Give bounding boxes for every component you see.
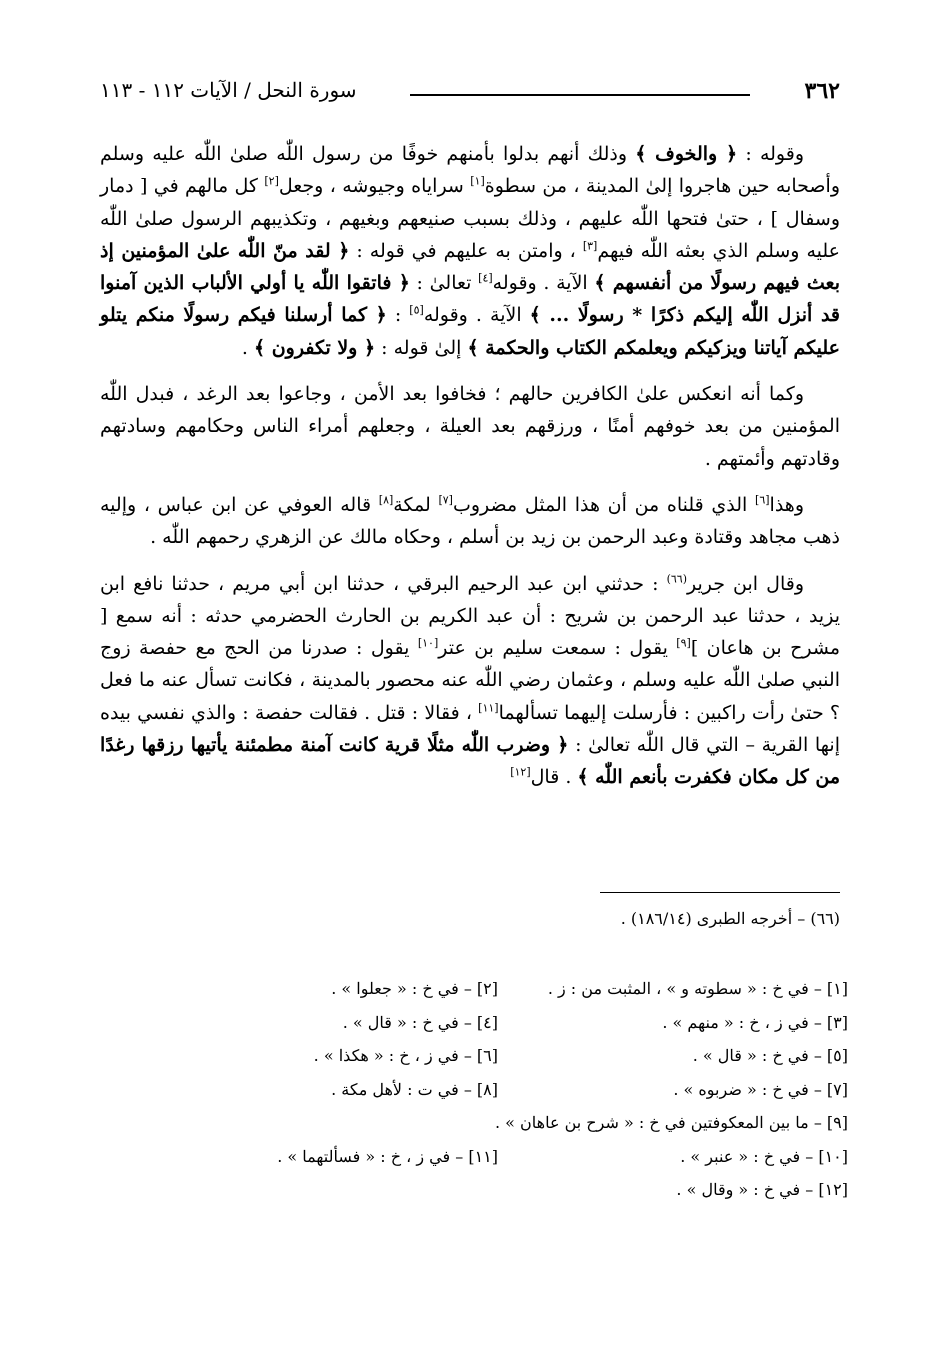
text-span: وقال ابن جرير [686, 572, 804, 595]
page-number: ٣٦٢ [804, 78, 840, 104]
variant-note: [١٢] – في خ : « وقال » . [676, 1180, 848, 1199]
quran-quote: ﴿ ولا تكفرون ﴾ [253, 336, 376, 359]
text-span: لمكة [393, 493, 439, 516]
text-span: : [386, 304, 410, 327]
variant-row [148, 1106, 848, 1140]
variant-row [148, 1006, 848, 1040]
text-span: . قال [530, 766, 578, 789]
page-header [100, 72, 840, 108]
variant-note: [٣] – في ز ، خ : « منهم » . [662, 1012, 848, 1032]
footnote-marker: [٢] [264, 174, 279, 188]
header-rule [410, 94, 750, 96]
variant-notes [148, 972, 848, 1207]
footnote-marker: [٧] [438, 493, 453, 507]
text-span: كل مالهم في [ دمار وسفال ] ، حتىٰ فتحها اللّٰه عليهم ، وذلك بسبب صنيعهم وبغيهم ، وتكذيبهم الرسول صلىٰ اللّٰه عليه وسلم الذي بعثه اللّٰه فيهم [100, 175, 841, 262]
footnote-marker: [١١] [478, 701, 499, 715]
footnote-marker: [٥] [409, 304, 424, 318]
footnote-marker: (٦٦) [666, 572, 687, 586]
variant-note: [٤] – في خ : « قال » . [342, 1012, 498, 1032]
paragraph-1 [100, 138, 840, 364]
variant-note: [٩] – ما بين المعكوفتين في خ : « شرح بن عاهان » . [494, 1113, 848, 1132]
variant-row [148, 1173, 848, 1207]
variant-note: [١١] – في ز ، خ : « فسألتهما » . [277, 1146, 498, 1166]
text-span: الذي قلناه من أن هذا المثل مضروب [452, 493, 756, 516]
footnote-marker: [١] [470, 174, 485, 188]
text-span: الآية . وقوله [492, 272, 595, 295]
footnote-marker: [٩] [676, 636, 691, 650]
footnote-marker: [١٠] [417, 636, 439, 650]
text-span: يقول : سمعت سليم بن عتر [438, 637, 677, 660]
quran-quote: ﴿ فاتقوا اللّٰه يا أولي الألباب الذين آمنوا قد أنزل اللّٰه إليكم ذكرًا * رسولًا ... ﴾ [100, 272, 841, 327]
text-span: سراياه وجيوشه ، وجعل [278, 175, 471, 198]
text-span: تعالىٰ : [409, 272, 479, 295]
paragraph-4 [100, 568, 840, 794]
footnote-marker: [٦] [755, 493, 770, 507]
quran-quote: ﴿ وضرب اللّٰه مثلًا قرية كانت آمنة مطمئنة يأتيها رزقها رغدًا من كل مكان فكفرت بأنعم اللّٰه ﴾ [100, 734, 840, 789]
main-text [100, 138, 840, 808]
footnote-separator [600, 892, 840, 893]
text-span: : حدثني ابن عبد الرحيم البرقي ، حدثنا ابن أبي مريم ، حدثنا نافع ابن يزيد ، حدثنا عبد الرحمن بن شريح : أن عبد الكريم بن الحارث الحضرمي حدثه : أنه سمع [ مشرح بن هاعان ] [100, 572, 840, 660]
text-span: ، فقالا : قتل . فقالت حفصة : والذي نفسي بيده إنها القرية – التي قال اللّٰه تعالىٰ : [100, 701, 840, 757]
variant-note: [٧] – في خ : « ضربوه » . [673, 1079, 848, 1099]
variant-row [148, 972, 848, 1006]
footnote-marker: [٤] [478, 271, 493, 285]
variant-note: [٨] – في ت : لأهل مكة . [331, 1079, 498, 1099]
text-span: يقول : صدرنا من الحج مع حفصة زوج النبي صلىٰ اللّٰه عليه وسلم ، وعثمان رضي اللّٰه عنه محصور بالمدينة ، فكانت تسأل عنه ما فعل ؟ حتىٰ رأت راكبين : فأرسلت إليهما تسألهما [100, 637, 840, 724]
text-span: الآية . وقوله [423, 304, 530, 327]
text-span: إلىٰ قوله : [375, 336, 468, 359]
footnote-marker: [٨] [378, 493, 394, 507]
text-span: وهذا [769, 493, 804, 516]
variant-row [148, 1039, 848, 1073]
footnote-66: (٦٦) – أخرجه الطبرى (١٨٦/١٤) . [620, 909, 840, 928]
variant-row [148, 1073, 848, 1107]
text-span: . [241, 336, 254, 359]
variant-note: [٥] – في خ : « قال » . [692, 1046, 848, 1065]
text-span: ، وامتن به عليهم في قوله : [349, 239, 583, 262]
variant-note: [٦] – في ز ، خ : « هكذا » . [313, 1046, 498, 1065]
variant-note: [١] – في خ : « سطوته و » ، المثبت من : ز . [547, 979, 848, 998]
paragraph-2: وكما أنه انعكس علىٰ الكافرين حالهم ؛ فخافوا بعد الأمن ، وجاعوا بعد الرغد ، فبدل اللّٰه المؤمنين من بعد خوفهم أمنًا ، ورزقهم بعد العيلة ، وجعلهم أمراء الناس وحكامهم وسادتهم وقادتهم وأئمتهم . [100, 383, 840, 470]
quran-quote: ﴿ كما أرسلنا فيكم رسولًا منكم يتلو عليكم آياتنا ويزكيكم ويعلمكم الكتاب والحكمة ﴾ [100, 304, 840, 359]
text-span: قاله العوفي عن ابن عباس ، وإليه ذهب مجاهد وقتادة وعبد الرحمن بن زيد بن أسلم ، وحكاه مالك عن الزهري رحمهم اللّٰه . [100, 493, 840, 549]
text-span: وقوله : [737, 143, 805, 165]
variant-note: [٢] – في خ : « جعلوا » . [331, 979, 498, 998]
running-title: سورة النحل / الآيات ١١٢ - ١١٣ [100, 78, 357, 102]
footnote-marker: [١٢] [510, 766, 531, 780]
footnote-marker: [٣] [582, 239, 598, 253]
text-span: وذلك أنهم بدلوا بأمنهم خوفًا من رسول اللّٰه صلىٰ اللّٰه عليه وسلم وأصحابه حين هاجروا إلىٰ المدينة ، من سطوة [100, 143, 841, 198]
quran-quote: ﴿ والخوف ﴾ [635, 143, 738, 165]
variant-row [148, 1140, 848, 1174]
quran-quote: ﴿ لقد منّ اللّٰه علىٰ المؤمنين إذ بعث فيهم رسولًا من أنفسهم ﴾ [100, 239, 840, 295]
paragraph-3 [100, 489, 840, 554]
variant-note: [١٠] – في خ : « عنبر » . [680, 1146, 848, 1166]
